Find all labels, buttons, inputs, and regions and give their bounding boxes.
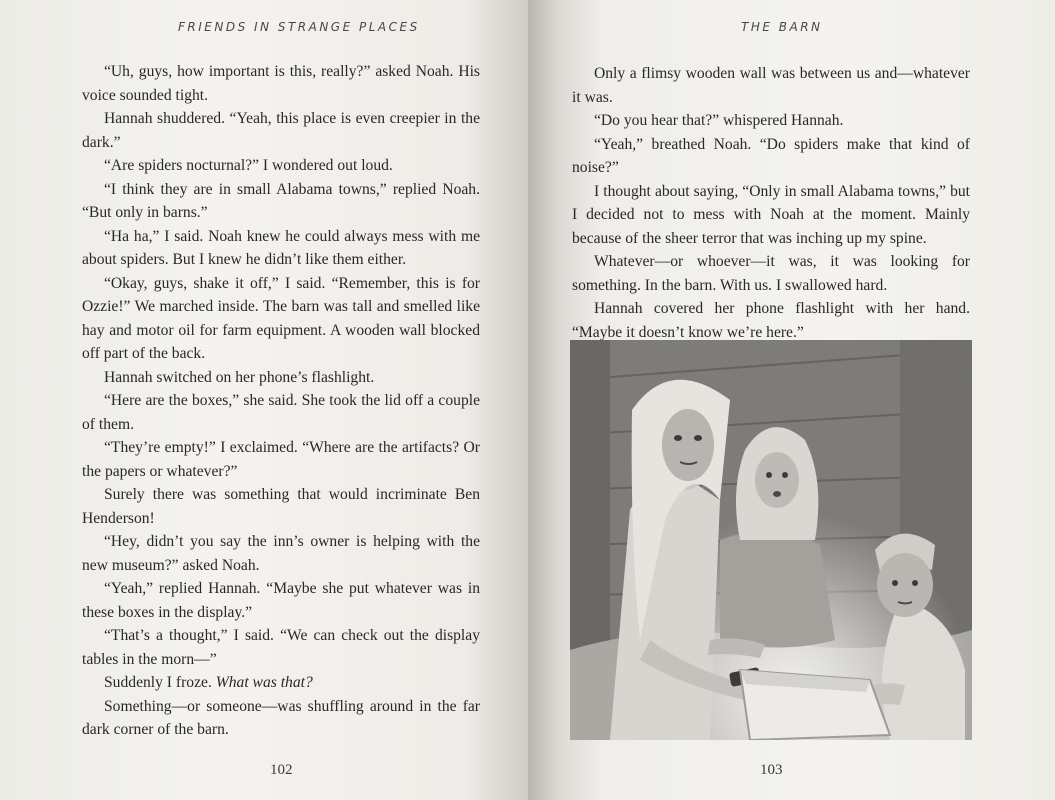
paragraph: “Are spiders nocturnal?” I wondered out loud.	[104, 157, 393, 174]
froze-italic: What was that?	[215, 674, 313, 691]
running-head-left: FRIENDS IN STRANGE PLACES	[178, 20, 420, 34]
right-page-text	[572, 62, 970, 344]
paragraph: Hannah shuddered. “Yeah, this place is even creepier in the dark.”	[82, 110, 480, 151]
paragraph: “Yeah,” breathed Noah. “Do spiders make that kind of noise?”	[572, 135, 970, 176]
left-page-text	[82, 60, 480, 742]
page-number-right: 103	[760, 762, 783, 778]
page-number-left: 102	[270, 762, 293, 778]
paragraph: “I think they are in small Alabama towns,” replied Noah. “But only in barns.”	[82, 180, 480, 221]
paragraph: Hannah covered her phone flashlight with her hand. “Maybe it doesn’t know we’re here.”	[572, 300, 970, 341]
paragraph: Something—or someone—was shuffling around in the far dark corner of the barn.	[82, 697, 480, 738]
froze-prefix: Suddenly I froze.	[104, 674, 216, 691]
paragraph: Whatever—or whoever—it was, it was looking for something. In the barn. With us. I swallowed hard.	[572, 253, 970, 294]
paragraph: “Hey, didn’t you say the inn’s owner is helping with the new museum?” asked Noah.	[82, 533, 480, 574]
illustration-three-kids-in-barn	[570, 340, 972, 740]
paragraph: “Okay, guys, shake it off,” I said. “Remember, this is for Ozzie!” We marched inside. The barn was tall and smelled like hay and motor oil for farm equipment. A wooden wall blocked off part of the back.	[82, 274, 480, 362]
paragraph: I thought about saying, “Only in small Alabama towns,” but I decided not to mess with Noah at the moment. Mainly because of the sheer terror that was inching up my spine.	[572, 182, 970, 247]
paragraph: “Do you hear that?” whispered Hannah.	[594, 112, 844, 129]
paragraph: “Uh, guys, how important is this, really?” asked Noah. His voice sounded tight.	[82, 63, 480, 104]
paragraph-froze	[82, 671, 480, 695]
paragraph: “Ha ha,” I said. Noah knew he could always mess with me about spiders. But I knew he didn’t like them either.	[82, 227, 480, 268]
paragraph: “Yeah,” replied Hannah. “Maybe she put whatever was in these boxes in the display.”	[82, 580, 480, 621]
illustration-art	[570, 340, 972, 740]
paragraph: “Here are the boxes,” she said. She took the lid off a couple of them.	[82, 392, 480, 433]
paragraph: “That’s a thought,” I said. “We can check out the display tables in the morn—”	[82, 627, 480, 668]
paragraph: Hannah switched on her phone’s flashlight.	[104, 368, 375, 386]
right-page	[528, 0, 1055, 800]
running-head-right: THE BARN	[741, 20, 823, 34]
paragraph: Surely there was something that would incriminate Ben Henderson!	[82, 486, 480, 527]
paragraph: Only a flimsy wooden wall was between us and—whatever it was.	[572, 65, 970, 106]
paragraph: “They’re empty!” I exclaimed. “Where are the artifacts? Or the papers or whatever?”	[82, 439, 480, 480]
